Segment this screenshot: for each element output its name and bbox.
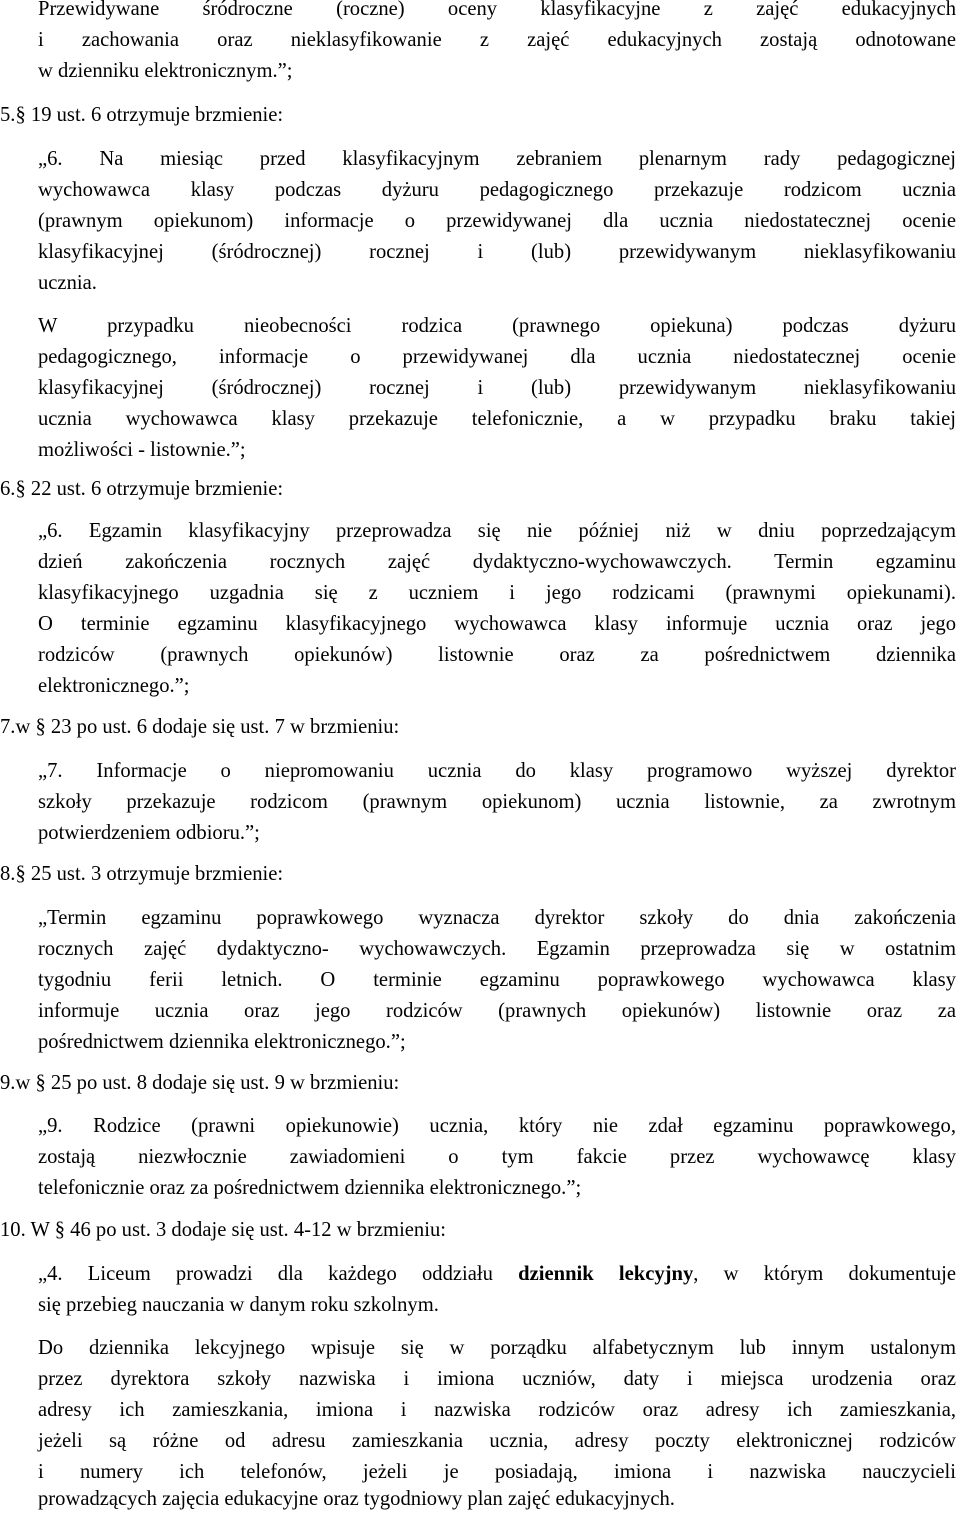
paragraph-line: klasyfikacyjnego uzgadnia się z uczniem i jego rodzicami (prawnymi opiekunami). (38, 582, 956, 604)
paragraph-line: telefonicznie oraz za pośrednictwem dziennika elektronicznego.”; (38, 1177, 582, 1199)
paragraph-line: pedagogicznego, informacje o przewidywanej dla ucznia niedostatecznej ocenie (38, 346, 956, 368)
section-heading: 9.w § 25 po ust. 8 dodaje się ust. 9 w brzmieniu: (0, 1072, 400, 1094)
paragraph-line: prowadzących zajęcia edukacyjne oraz tygodniowy plan zajęć edukacyjnych. (38, 1488, 675, 1510)
paragraph-line: „6. Na miesiąc przed klasyfikacyjnym zebraniem plenarnym rady pedagogicznej (38, 148, 956, 170)
paragraph-line: wychowawca klasy podczas dyżuru pedagogicznego przekazuje rodzicom ucznia (38, 179, 956, 201)
text-run: , w którym dokumentuje (693, 1263, 956, 1285)
paragraph-line: W przypadku nieobecności rodzica (prawnego opiekuna) podczas dyżuru (38, 315, 956, 337)
section-heading: 10. W § 46 po ust. 3 dodaje się ust. 4-12 w brzmieniu: (0, 1219, 446, 1241)
paragraph-line: Przewidywane śródroczne (roczne) oceny klasyfikacyjne z zajęć edukacyjnych (38, 0, 956, 20)
paragraph-line: informuje ucznia oraz jego rodziców (prawnych opiekunów) listownie oraz za (38, 1000, 956, 1022)
paragraph-line: szkoły przekazuje rodzicom (prawnym opiekunom) ucznia listownie, za zwrotnym (38, 791, 956, 813)
paragraph-line: zostają niezwłocznie zawiadomieni o tym fakcie przez wychowawcę klasy (38, 1146, 956, 1168)
paragraph-line (38, 1259, 956, 1289)
text-run: „4. Liceum prowadzi dla każdego oddziału (38, 1263, 519, 1285)
paragraph-line: potwierdzeniem odbioru.”; (38, 822, 260, 844)
paragraph-line: jeżeli są różne od adresu zamieszkania ucznia, adresy poczty elektronicznej rodziców (38, 1430, 956, 1452)
paragraph-line: i zachowania oraz nieklasyfikowanie z zajęć edukacyjnych zostają odnotowane (38, 29, 956, 51)
paragraph-line: ucznia wychowawca klasy przekazuje telefonicznie, a w przypadku braku takiej (38, 408, 956, 430)
paragraph-line: elektronicznego.”; (38, 675, 190, 697)
paragraph-line: tygodniu ferii letnich. O terminie egzaminu poprawkowego wychowawca klasy (38, 969, 956, 991)
paragraph-line: O terminie egzaminu klasyfikacyjnego wychowawca klasy informuje ucznia oraz jego (38, 613, 956, 635)
section-heading: 7.w § 23 po ust. 6 dodaje się ust. 7 w brzmieniu: (0, 716, 400, 738)
paragraph-line: (prawnym opiekunom) informacje o przewidywanej dla ucznia niedostatecznej ocenie (38, 210, 956, 232)
paragraph-line: rodziców (prawnych opiekunów) listownie oraz za pośrednictwem dziennika (38, 644, 956, 666)
paragraph-line: ucznia. (38, 272, 97, 294)
paragraph-line: się przebieg nauczania w danym roku szkolnym. (38, 1294, 439, 1316)
paragraph-line: pośrednictwem dziennika elektronicznego.”; (38, 1031, 406, 1053)
paragraph-line: „6. Egzamin klasyfikacyjny przeprowadza się nie później niż w dniu poprzedzającym (38, 520, 956, 542)
paragraph-line: możliwości - listownie.”; (38, 439, 246, 461)
paragraph-line: klasyfikacyjnej (śródrocznej) rocznej i (lub) przewidywanym nieklasyfikowaniu (38, 377, 956, 399)
paragraph-line: przez dyrektora szkoły nazwiska i imiona uczniów, daty i miejsca urodzenia oraz (38, 1368, 956, 1390)
section-heading: 8.§ 25 ust. 3 otrzymuje brzmienie: (0, 863, 284, 885)
section-heading: 5.§ 19 ust. 6 otrzymuje brzmienie: (0, 104, 284, 126)
paragraph-line: Do dziennika lekcyjnego wpisuje się w porządku alfabetycznym lub innym ustalonym (38, 1337, 956, 1359)
bold-term: dziennik lekcyjny (518, 1263, 694, 1285)
paragraph-line: adresy ich zamieszkania, imiona i nazwiska rodziców oraz adresy ich zamieszkania, (38, 1399, 956, 1421)
paragraph-line: „Termin egzaminu poprawkowego wyznacza dyrektor szkoły do dnia zakończenia (38, 907, 956, 929)
paragraph-line: i numery ich telefonów, jeżeli je posiadają, imiona i nazwiska nauczycieli (38, 1461, 956, 1483)
paragraph-line: w dzienniku elektronicznym.”; (38, 60, 293, 82)
paragraph-line: dzień zakończenia rocznych zajęć dydaktyczno-wychowawczych. Termin egzaminu (38, 551, 956, 573)
paragraph-line: klasyfikacyjnej (śródrocznej) rocznej i (lub) przewidywanym nieklasyfikowaniu (38, 241, 956, 263)
paragraph-line: rocznych zajęć dydaktyczno- wychowawczych. Egzamin przeprowadza się w ostatnim (38, 938, 956, 960)
paragraph-line: „9. Rodzice (prawni opiekunowie) ucznia, który nie zdał egzaminu poprawkowego, (38, 1115, 956, 1137)
paragraph-line: „7. Informacje o niepromowaniu ucznia do klasy programowo wyższej dyrektor (38, 760, 956, 782)
section-heading: 6.§ 22 ust. 6 otrzymuje brzmienie: (0, 478, 284, 500)
